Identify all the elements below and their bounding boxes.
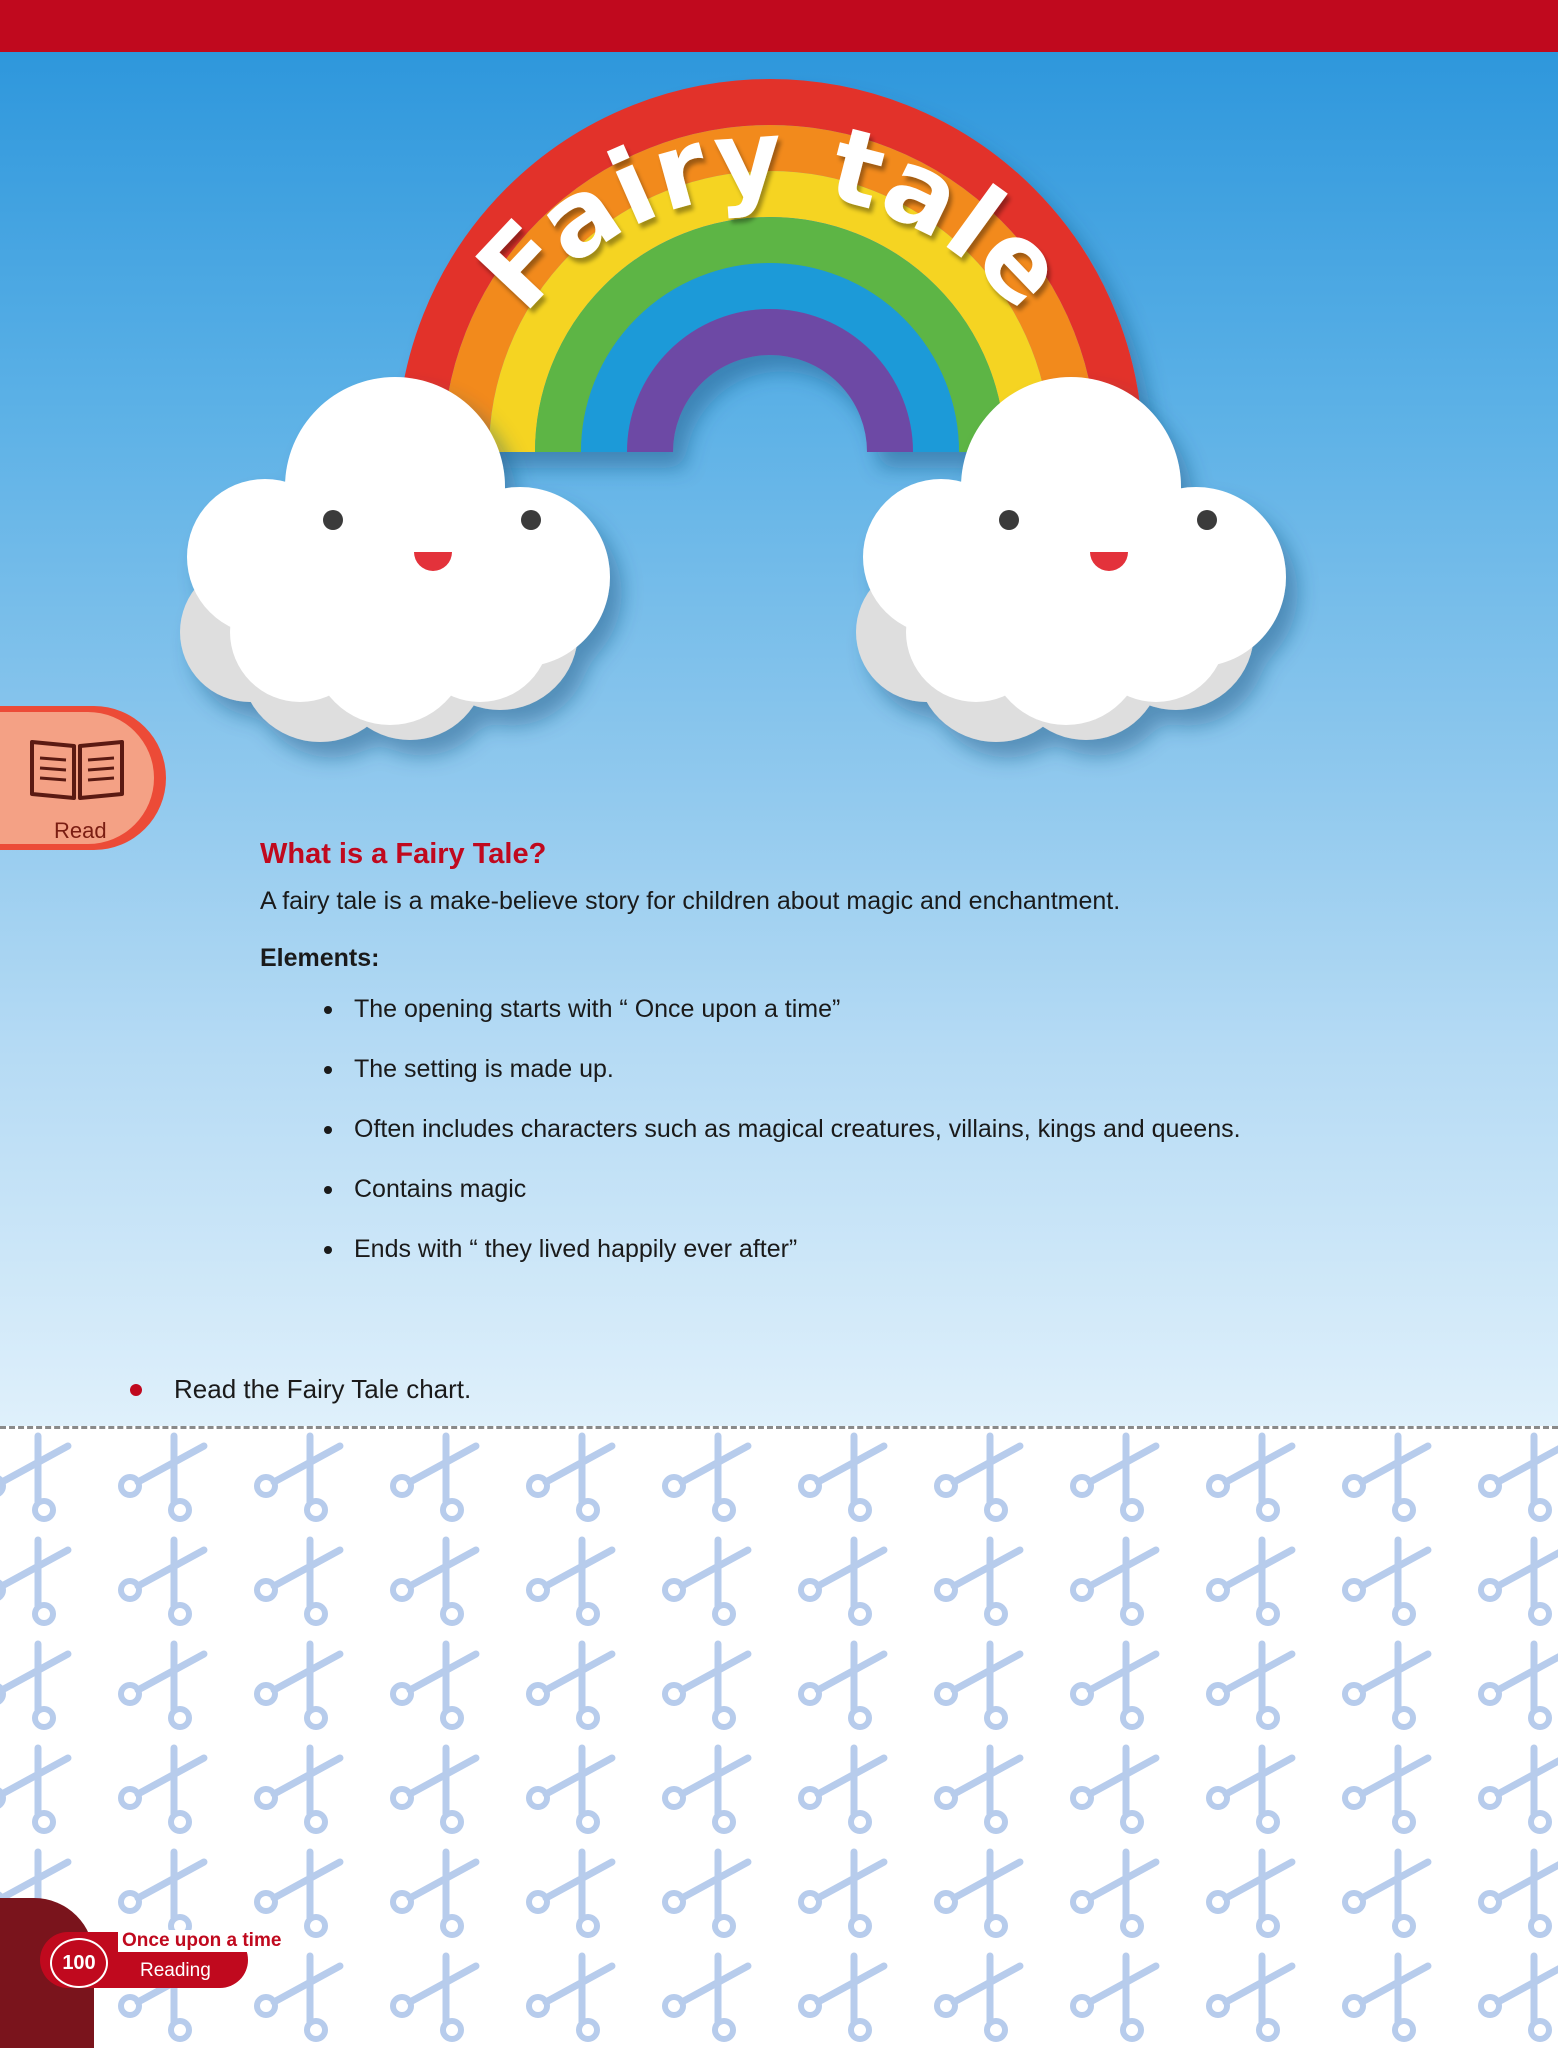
list-item: The opening starts with “ Once upon a time” <box>322 991 1460 1051</box>
unit-title: Once upon a time <box>118 1930 285 1952</box>
rainbow-illustration <box>0 52 1558 812</box>
definition-text: A fairy tale is a make-believe story for children about magic and enchantment. <box>260 887 1121 915</box>
instruction-text: Read the Fairy Tale chart. <box>174 1374 472 1404</box>
list-item: Ends with “ they lived happily ever after” <box>322 1231 1460 1291</box>
page-edge <box>1558 0 1564 2048</box>
fairy-tale-content <box>260 838 1460 1291</box>
open-book-icon <box>28 734 126 804</box>
section-name: Reading <box>140 1960 211 1981</box>
rainbow-band-purple <box>650 332 890 452</box>
read-tab-face <box>0 712 154 844</box>
elements-list <box>260 991 1460 1291</box>
section-heading: What is a Fairy Tale? <box>260 838 547 870</box>
dashed-cut-line <box>0 1426 1558 1429</box>
top-red-bar <box>0 0 1564 52</box>
read-tab-label: Read <box>54 818 107 843</box>
list-item: Contains magic <box>322 1171 1460 1231</box>
list-item: The setting is made up. <box>322 1051 1460 1111</box>
list-item: Often includes characters such as magical creatures, villains, kings and queens. <box>322 1111 1460 1171</box>
read-tab <box>0 706 166 850</box>
page-number: 100 <box>50 1938 108 1988</box>
elements-label: Elements: <box>260 944 380 972</box>
bullet-dot <box>130 1384 142 1396</box>
banner-title: Fairy tale <box>453 95 1092 333</box>
instruction <box>130 1374 471 1405</box>
